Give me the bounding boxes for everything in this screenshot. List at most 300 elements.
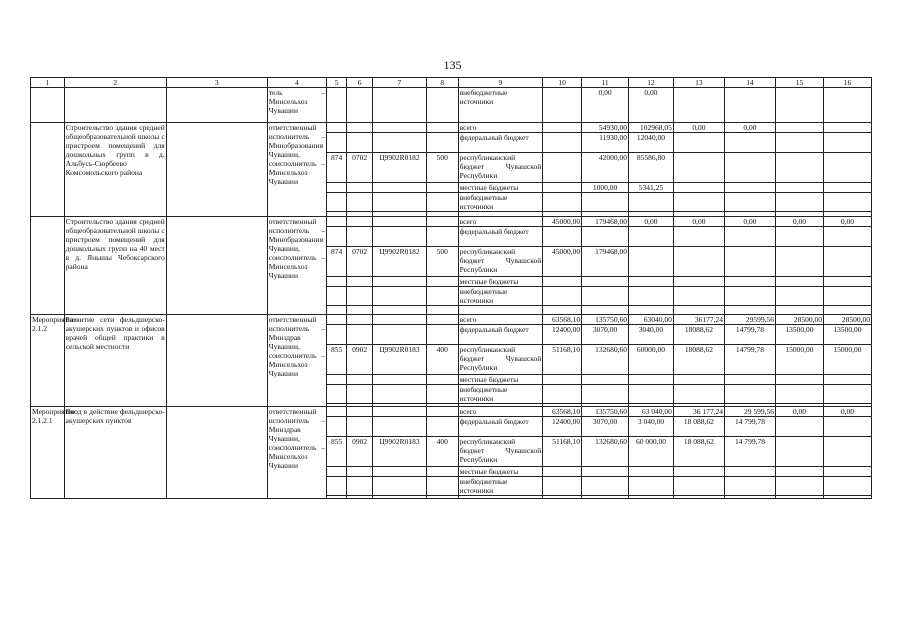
table-cell — [372, 477, 426, 496]
table-cell — [673, 247, 724, 277]
table-cell — [629, 375, 674, 385]
source-cell: республиканский бюджет Чувашской Республики — [458, 437, 543, 467]
table-cell — [724, 153, 775, 183]
table-cell — [64, 88, 166, 123]
column-header: 5 — [326, 78, 346, 88]
amount-cell: 0,00 — [775, 407, 823, 417]
table-cell — [326, 407, 346, 417]
table-cell — [823, 477, 871, 496]
code-cell: 400 — [426, 437, 458, 467]
table-cell — [629, 385, 674, 404]
table-cell — [426, 306, 458, 315]
amount-cell: 45000,00 — [543, 247, 582, 277]
source-cell: местные бюджеты — [458, 277, 543, 287]
table-cell — [458, 306, 543, 315]
amount-cell: 28500,00 — [775, 315, 823, 325]
table-cell — [347, 123, 373, 133]
table-cell — [426, 217, 458, 227]
activity-name-cell: Строительство здания средней общеобразовательной школы с пристроем помещений для дошкольных групп в д. Альбусь-Сюрбеево Комсомольского района — [64, 123, 166, 217]
table-cell — [629, 306, 674, 315]
table-cell — [326, 385, 346, 404]
table-cell — [31, 217, 65, 315]
table-cell — [673, 277, 724, 287]
amount-cell: 13500,00 — [823, 325, 871, 345]
table-cell — [673, 153, 724, 183]
amount-cell: 0,00 — [823, 407, 871, 417]
table-cell — [166, 407, 267, 499]
table-cell — [372, 193, 426, 212]
table-cell — [426, 385, 458, 404]
amount-cell: 12040,00 — [629, 133, 674, 153]
table-cell — [426, 375, 458, 385]
amount-cell: 0,00 — [582, 88, 629, 123]
table-cell — [426, 315, 458, 325]
code-cell: 500 — [426, 153, 458, 183]
table-cell — [582, 375, 629, 385]
table-cell — [326, 325, 346, 345]
table-cell — [326, 123, 346, 133]
table-cell — [823, 193, 871, 212]
amount-cell: 3070,00 — [582, 417, 629, 437]
table-cell — [372, 133, 426, 153]
column-header: 12 — [629, 78, 674, 88]
source-cell: федеральный бюджет — [458, 325, 543, 345]
table-cell — [673, 477, 724, 496]
source-cell: всего — [458, 217, 543, 227]
table-cell — [673, 133, 724, 153]
table-cell — [775, 183, 823, 193]
table-cell — [582, 227, 629, 247]
table-cell — [775, 193, 823, 212]
code-cell: 874 — [326, 153, 346, 183]
code-cell: 500 — [426, 247, 458, 277]
amount-cell: 0,00 — [673, 217, 724, 227]
table-row — [31, 407, 872, 417]
table-cell — [31, 88, 65, 123]
table-cell — [326, 477, 346, 496]
table-cell — [724, 477, 775, 496]
amount-cell: 14 799,78 — [724, 437, 775, 467]
table-cell — [724, 467, 775, 477]
executor-cell: ответственный исполнитель – Минздрав Чувашии, соисполнитель – Минсельхоз Чувашии — [267, 315, 326, 407]
table-cell — [372, 183, 426, 193]
table-cell — [673, 385, 724, 404]
amount-cell: 18 088,62 — [673, 417, 724, 437]
table-cell — [326, 88, 346, 123]
amount-cell: 0,00 — [724, 123, 775, 133]
table-row — [31, 315, 872, 325]
table-cell — [775, 375, 823, 385]
table-cell — [823, 385, 871, 404]
table-cell — [326, 193, 346, 212]
column-header: 4 — [267, 78, 326, 88]
table-cell — [372, 306, 426, 315]
source-cell: местные бюджеты — [458, 375, 543, 385]
table-row — [31, 123, 872, 133]
table-cell — [543, 88, 582, 123]
source-cell: республиканский бюджет Чувашской Республики — [458, 345, 543, 375]
amount-cell: 3040,00 — [629, 325, 674, 345]
table-cell — [823, 417, 871, 437]
table-cell — [426, 133, 458, 153]
column-header: 14 — [724, 78, 775, 88]
table-cell — [326, 133, 346, 153]
source-cell: всего — [458, 407, 543, 417]
table-cell — [823, 437, 871, 467]
amount-cell: 60 000,00 — [629, 437, 674, 467]
table-cell — [347, 227, 373, 247]
amount-cell: 36 177,24 — [673, 407, 724, 417]
column-header: 9 — [458, 78, 543, 88]
amount-cell: 179468,00 — [582, 217, 629, 227]
table-cell — [426, 496, 458, 499]
table-cell — [426, 193, 458, 212]
amount-cell: 135750,60 — [582, 407, 629, 417]
table-cell — [775, 277, 823, 287]
table-cell — [775, 123, 823, 133]
table-cell — [543, 183, 582, 193]
table-cell — [426, 287, 458, 306]
table-cell — [629, 287, 674, 306]
table-cell — [543, 385, 582, 404]
source-cell: федеральный бюджет — [458, 227, 543, 247]
amount-cell: 0,00 — [724, 217, 775, 227]
table-cell — [347, 217, 373, 227]
amount-cell: 28500,00 — [823, 315, 871, 325]
table-cell — [823, 123, 871, 133]
column-header: 11 — [582, 78, 629, 88]
amount-cell: 1000,00 — [582, 183, 629, 193]
amount-cell: 3 040,00 — [629, 417, 674, 437]
amount-cell: 102968,05 — [629, 123, 674, 133]
column-header: 13 — [673, 78, 724, 88]
code-cell: 855 — [326, 437, 346, 467]
amount-cell: 0,00 — [629, 217, 674, 227]
amount-cell: 29599,56 — [724, 315, 775, 325]
budget-table — [30, 77, 872, 499]
source-cell: республиканский бюджет Чувашской Республики — [458, 247, 543, 277]
table-cell — [629, 467, 674, 477]
table-cell — [347, 306, 373, 315]
table-cell — [823, 375, 871, 385]
table-cell — [775, 247, 823, 277]
table-cell — [347, 88, 373, 123]
table-cell — [724, 375, 775, 385]
column-header: 10 — [543, 78, 582, 88]
column-header: 3 — [166, 78, 267, 88]
table-cell — [543, 123, 582, 133]
table-cell — [582, 287, 629, 306]
table-cell — [426, 417, 458, 437]
table-cell — [372, 496, 426, 499]
table-cell — [426, 477, 458, 496]
table-cell — [347, 277, 373, 287]
table-cell — [823, 133, 871, 153]
table-cell — [426, 467, 458, 477]
table-cell — [775, 153, 823, 183]
executor-cell: ответственный исполнитель – Минобразования Чувашии, соисполнитель – Минсельхоз Чувашии — [267, 217, 326, 315]
amount-cell: 51168,10 — [543, 437, 582, 467]
table-cell — [543, 133, 582, 153]
table-cell — [724, 496, 775, 499]
table-cell — [326, 306, 346, 315]
table-cell — [326, 287, 346, 306]
table-cell — [543, 153, 582, 183]
table-cell — [724, 133, 775, 153]
table-cell — [372, 375, 426, 385]
table-cell — [775, 467, 823, 477]
amount-cell: 85586,80 — [629, 153, 674, 183]
source-cell: республиканский бюджет Чувашской Республики — [458, 153, 543, 183]
table-cell — [629, 477, 674, 496]
table-cell — [775, 496, 823, 499]
table-cell — [775, 477, 823, 496]
table-cell — [347, 315, 373, 325]
table-cell — [426, 325, 458, 345]
table-cell — [426, 123, 458, 133]
table-cell — [372, 467, 426, 477]
table-cell — [724, 183, 775, 193]
amount-cell: 51168,10 — [543, 345, 582, 375]
table-cell — [582, 467, 629, 477]
amount-cell: 11930,00 — [582, 133, 629, 153]
table-cell — [582, 277, 629, 287]
table-cell — [372, 217, 426, 227]
source-cell: всего — [458, 315, 543, 325]
table-cell — [673, 496, 724, 499]
source-cell: федеральный бюджет — [458, 133, 543, 153]
table-cell — [543, 375, 582, 385]
amount-cell: 5341,25 — [629, 183, 674, 193]
table-cell — [823, 183, 871, 193]
amount-cell: 54930,00 — [582, 123, 629, 133]
table-cell — [629, 496, 674, 499]
code-cell: 874 — [326, 247, 346, 277]
table-cell — [724, 193, 775, 212]
code-cell: 0902 — [347, 345, 373, 375]
table-cell — [347, 375, 373, 385]
table-cell — [347, 325, 373, 345]
table-cell — [673, 375, 724, 385]
table-cell — [543, 467, 582, 477]
code-cell: 400 — [426, 345, 458, 375]
table-cell — [458, 496, 543, 499]
table-cell — [426, 227, 458, 247]
table-cell — [673, 193, 724, 212]
table-cell — [31, 123, 65, 217]
executor-cell: ответственный исполнитель – Минздрав Чувашии, соисполнитель – Минсельхоз Чувашии — [267, 407, 326, 499]
source-cell: местные бюджеты — [458, 467, 543, 477]
table-cell — [326, 496, 346, 499]
table-cell — [673, 467, 724, 477]
table-cell — [372, 88, 426, 123]
table-cell — [823, 227, 871, 247]
source-cell: местные бюджеты — [458, 183, 543, 193]
table-cell — [426, 183, 458, 193]
column-header: 6 — [347, 78, 373, 88]
table-cell — [724, 247, 775, 277]
amount-cell: 179468,00 — [582, 247, 629, 277]
source-cell: федеральный бюджет — [458, 417, 543, 437]
table-cell — [347, 385, 373, 404]
table-cell — [372, 407, 426, 417]
table-cell — [372, 417, 426, 437]
table-cell — [347, 407, 373, 417]
table-cell — [775, 437, 823, 467]
table-cell — [326, 277, 346, 287]
code-cell: 0702 — [347, 247, 373, 277]
table-cell — [724, 287, 775, 306]
activity-number-cell: Мероприятие 2.1.2 — [31, 315, 65, 407]
table-cell — [347, 417, 373, 437]
table-cell — [347, 193, 373, 212]
amount-cell: 36177,24 — [673, 315, 724, 325]
amount-cell: 14799,78 — [724, 345, 775, 375]
table-cell — [775, 417, 823, 437]
code-cell: 0702 — [347, 153, 373, 183]
table-cell — [543, 496, 582, 499]
table-cell — [426, 277, 458, 287]
table-cell — [724, 227, 775, 247]
amount-cell: 3070,00 — [582, 325, 629, 345]
table-cell — [326, 315, 346, 325]
table-cell — [823, 247, 871, 277]
amount-cell: 14799,78 — [724, 325, 775, 345]
table-cell — [426, 407, 458, 417]
table-cell — [372, 287, 426, 306]
table-cell — [347, 496, 373, 499]
table-cell — [326, 227, 346, 247]
amount-cell: 132680,60 — [582, 345, 629, 375]
table-cell — [543, 287, 582, 306]
amount-cell: 12400,00 — [543, 417, 582, 437]
amount-cell: 63568,10 — [543, 407, 582, 417]
table-cell — [372, 123, 426, 133]
amount-cell: 60000,00 — [629, 345, 674, 375]
table-cell — [543, 227, 582, 247]
table-cell — [347, 467, 373, 477]
table-cell — [629, 227, 674, 247]
column-header: 7 — [372, 78, 426, 88]
activity-name-cell: Ввод в действие фельдшерско-акушерских пунктов — [64, 407, 166, 499]
table-cell — [372, 315, 426, 325]
table-cell — [326, 183, 346, 193]
table-cell — [347, 477, 373, 496]
table-cell — [326, 417, 346, 437]
table-cell — [166, 315, 267, 407]
table-cell — [166, 123, 267, 217]
source-cell: внебюджетные источники — [458, 287, 543, 306]
table-cell — [426, 88, 458, 123]
amount-cell: 18088,62 — [673, 345, 724, 375]
code-cell: Ц9902R0183 — [372, 437, 426, 467]
amount-cell: 0,00 — [673, 123, 724, 133]
source-cell: внебюджетные источники — [458, 193, 543, 212]
table-cell — [673, 88, 724, 123]
table-cell — [326, 375, 346, 385]
column-header: 8 — [426, 78, 458, 88]
table-cell — [347, 287, 373, 306]
table-row — [31, 88, 872, 123]
source-cell: внебюджетные источники — [458, 385, 543, 404]
table-cell — [543, 477, 582, 496]
table-cell — [775, 385, 823, 404]
page-number: 135 — [443, 58, 462, 72]
table-cell — [543, 193, 582, 212]
code-cell: 855 — [326, 345, 346, 375]
executor-cell: тель – Минсельхоз Чувашии — [267, 88, 326, 123]
amount-cell: 0,00 — [823, 217, 871, 227]
table-cell — [724, 88, 775, 123]
table-cell — [724, 306, 775, 315]
table-cell — [823, 467, 871, 477]
amount-cell: 15000,00 — [775, 345, 823, 375]
table-cell — [347, 133, 373, 153]
table-cell — [372, 325, 426, 345]
code-cell: 0902 — [347, 437, 373, 467]
table-cell — [823, 88, 871, 123]
column-header: 16 — [823, 78, 871, 88]
amount-cell: 18 088,62 — [673, 437, 724, 467]
table-cell — [673, 287, 724, 306]
table-cell — [775, 88, 823, 123]
amount-cell: 63 040,00 — [629, 407, 674, 417]
amount-cell: 18088,62 — [673, 325, 724, 345]
table-cell — [582, 306, 629, 315]
table-cell — [326, 217, 346, 227]
table-cell — [775, 227, 823, 247]
table-cell — [582, 193, 629, 212]
amount-cell: 45000,00 — [543, 217, 582, 227]
table-cell — [775, 306, 823, 315]
activity-name-cell: Строительство здания средней общеобразовательной школы с пристроем помещений для дошкольных групп на 40 мест в д. Янышы Чебоксарского района — [64, 217, 166, 315]
column-number-row — [31, 78, 872, 88]
amount-cell: 14 799,78 — [724, 417, 775, 437]
table-cell — [823, 153, 871, 183]
table-cell — [543, 306, 582, 315]
table-cell — [673, 306, 724, 315]
table-cell — [775, 133, 823, 153]
table-cell — [823, 306, 871, 315]
amount-cell: 0,00 — [629, 88, 674, 123]
table-cell — [823, 496, 871, 499]
table-cell — [823, 277, 871, 287]
source-cell: внебюджетные источники — [458, 88, 543, 123]
activity-number-cell: Мероприятие 2.1.2.1 — [31, 407, 65, 499]
amount-cell: 13500,00 — [775, 325, 823, 345]
amount-cell: 132680,60 — [582, 437, 629, 467]
code-cell: Ц9902R0182 — [372, 153, 426, 183]
table-cell — [372, 277, 426, 287]
table-cell — [629, 193, 674, 212]
amount-cell: 0,00 — [775, 217, 823, 227]
table-cell — [347, 183, 373, 193]
table-row — [31, 217, 872, 227]
code-cell: Ц9902R0182 — [372, 247, 426, 277]
column-header: 2 — [64, 78, 166, 88]
table-cell — [629, 247, 674, 277]
amount-cell: 63040,00 — [629, 315, 674, 325]
source-cell: всего — [458, 123, 543, 133]
table-cell — [629, 277, 674, 287]
amount-cell: 15000,00 — [823, 345, 871, 375]
table-cell — [775, 287, 823, 306]
source-cell: внебюджетные источники — [458, 477, 543, 496]
amount-cell: 42000,00 — [582, 153, 629, 183]
amount-cell: 135750,60 — [582, 315, 629, 325]
table-cell — [166, 217, 267, 315]
table-cell — [724, 385, 775, 404]
